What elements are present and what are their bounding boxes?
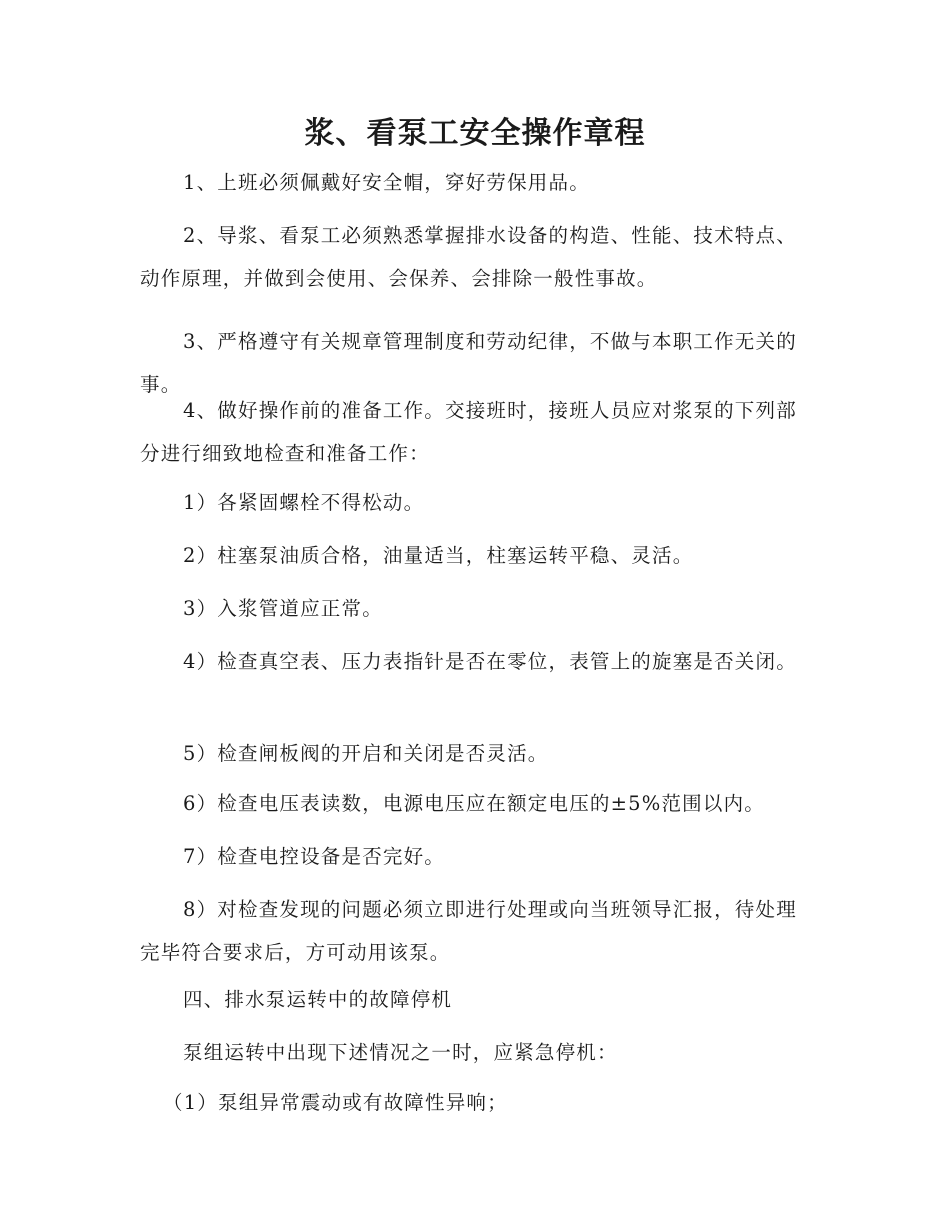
paragraph-rule-4: 4、做好操作前的准备工作。交接班时，接班人员应对浆泵的下列部分进行细致地检查和准备工作： bbox=[140, 399, 797, 465]
paragraph-rule-3: 3、严格遵守有关规章管理制度和劳动纪律，不做与本职工作无关的事。 bbox=[140, 330, 797, 396]
paragraph-rule-2: 2、导浆、看泵工必须熟悉掌握排水设备的构造、性能、技术特点、动作原理，并做到会使用、会保养、会排除一般性事故。 bbox=[140, 224, 797, 290]
paragraph-check-2: 2）柱塞泵油质合格，油量适当，柱塞运转平稳、灵活。 bbox=[183, 544, 694, 567]
paragraph-check-6: 6）检查电压表读数，电源电压应在额定电压的±5%范围以内。 bbox=[183, 792, 765, 815]
paragraph-check-4: 4）检查真空表、压力表指针是否在零位，表管上的旋塞是否关闭。 bbox=[183, 650, 797, 673]
paragraph-check-8: 8）对检查发现的问题必须立即进行处理或向当班领导汇报，待处理完毕符合要求后，方可动用该泵。 bbox=[140, 898, 797, 964]
paragraph-rule-1: 1、上班必须佩戴好安全帽，穿好劳保用品。 bbox=[183, 171, 590, 194]
paragraph-emergency-stop: 泵组运转中出现下述情况之一时，应紧急停机： bbox=[183, 1041, 618, 1064]
document-title: 浆、看泵工安全操作章程 bbox=[304, 116, 646, 151]
paragraph-emergency-item-1: （1）泵组异常震动或有故障性异响； bbox=[163, 1091, 508, 1114]
paragraph-check-1: 1）各紧固螺栓不得松动。 bbox=[183, 491, 425, 514]
paragraph-check-5: 5）检查闸板阀的开启和关闭是否灵活。 bbox=[183, 742, 549, 765]
paragraph-check-7: 7）检查电控设备是否完好。 bbox=[183, 845, 446, 868]
section-heading-4: 四、排水泵运转中的故障停机 bbox=[183, 988, 453, 1011]
paragraph-check-3: 3）入浆管道应正常。 bbox=[183, 597, 383, 620]
